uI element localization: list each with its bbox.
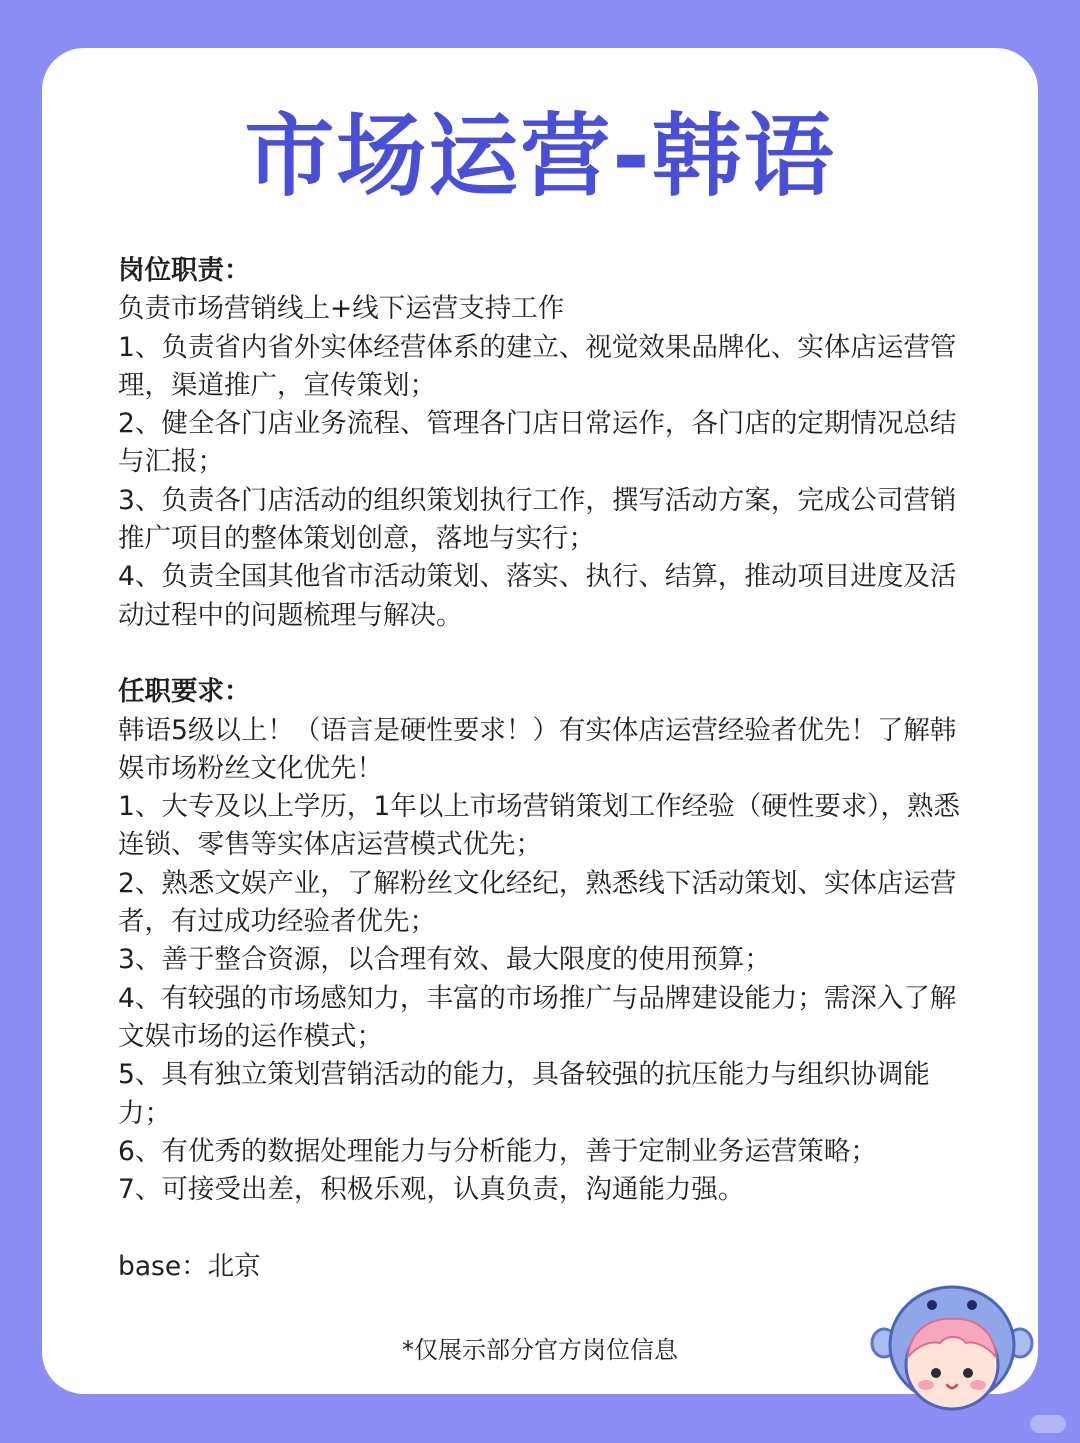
fish-hat-girl-mascot-icon: [870, 1283, 1034, 1421]
responsibility-line: 1、负责省内省外实体经营体系的建立、视觉效果品牌化、实体店运营管理，渠道推广，宣传策划；: [118, 331, 957, 401]
responsibility-line: 4、负责全国其他省市活动策划、落实、执行、结算，推动项目进度及活动过程中的问题梳理与解决。: [118, 561, 957, 631]
section-spacer: [118, 635, 974, 673]
responsibility-line: 2、健全各门店业务流程、管理各门店日常运作，各门店的定期情况总结与汇报；: [118, 408, 957, 478]
responsibilities-heading: 岗位职责：: [118, 255, 251, 286]
requirement-line: 1、大专及以上学历，1年以上市场营销策划工作经验（硬性要求），熟悉连锁、零售等实体店运营模式优先；: [118, 791, 960, 861]
responsibility-line: 负责市场营销线上+线下运营支持工作: [118, 293, 565, 325]
section-spacer: [118, 1209, 974, 1247]
requirement-line: 7、可接受出差，积极乐观，认真负责，沟通能力强。: [118, 1174, 745, 1206]
base-location: base：北京: [118, 1250, 261, 1282]
page-title: 市场运营-韩语: [244, 104, 836, 209]
requirement-line: 4、有较强的市场感知力，丰富的市场推广与品牌建设能力；需深入了解文娱市场的运作模式；: [118, 982, 957, 1052]
responsibility-line: 3、负责各门店活动的组织策划执行工作，撰写活动方案，完成公司营销推广项目的整体策划创意，落地与实行；: [118, 484, 957, 555]
requirement-line: 韩语5级以上！（语言是硬性要求！）有实体店运营经验者优先！了解韩娱市场粉丝文化优先！: [118, 714, 957, 784]
footnote: *仅展示部分官方岗位信息: [402, 1336, 678, 1364]
requirement-line: 6、有优秀的数据处理能力与分析能力，善于定制业务运营策略；: [118, 1135, 877, 1167]
requirement-line: 3、善于整合资源，以合理有效、最大限度的使用预算；: [118, 944, 771, 976]
requirement-line: 2、熟悉文娱产业，了解粉丝文化经纪，熟悉线下活动策划、实体店运营者，有过成功经验者优先；: [118, 867, 957, 938]
watermark: [1030, 1415, 1066, 1433]
requirement-line: 5、具有独立策划营销活动的能力，具备较强的抗压能力与组织协调能力；: [118, 1059, 930, 1129]
job-description: [118, 252, 974, 1286]
requirements-heading: 任职要求：: [118, 676, 251, 708]
